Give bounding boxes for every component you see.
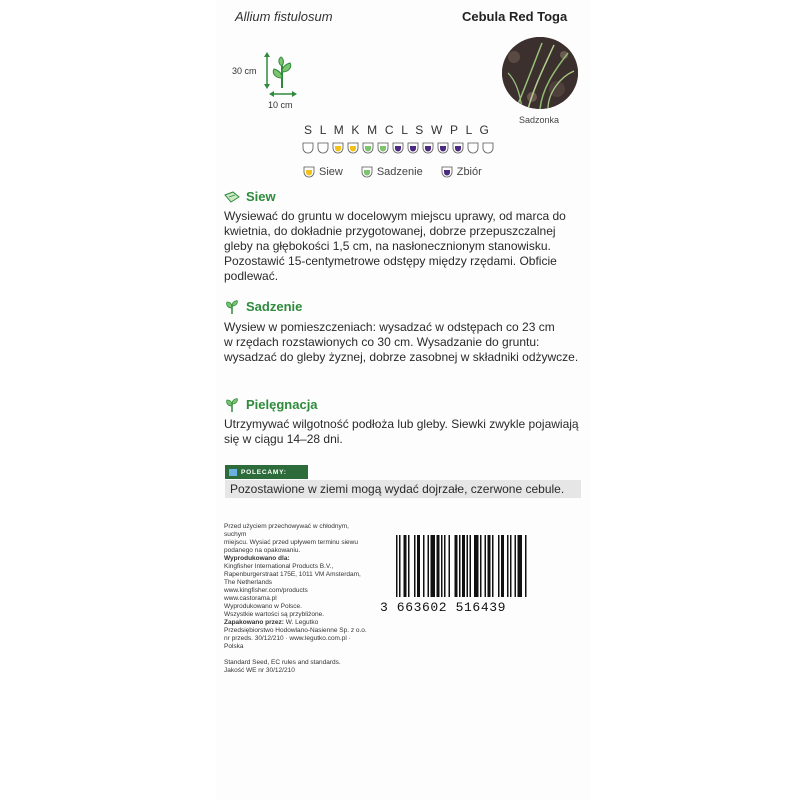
fine-print bbox=[224, 523, 369, 675]
sowing-calendar bbox=[302, 142, 494, 154]
recommend-banner bbox=[225, 465, 308, 479]
calendar-cell-zbior bbox=[407, 142, 419, 154]
calendar-cell-sadzenie bbox=[362, 142, 374, 154]
fine-line: Standard Seed, EC rules and standards. bbox=[224, 659, 341, 666]
fine-line: Przedsiębiorstwo Hodowlano-Nasienne Sp. z o.o. bbox=[224, 627, 367, 634]
fine-line: Kingfisher International Products B.V., bbox=[224, 563, 334, 570]
sprout-icon bbox=[224, 300, 240, 314]
text-line: Wysiew w pomieszczeniach: wysadzać w odstępach co 23 cm bbox=[224, 320, 555, 334]
legend-zbior bbox=[441, 166, 482, 178]
section-pielegnacja-heading: Pielęgnacja bbox=[246, 397, 318, 412]
spacing-label: 10 cm bbox=[268, 100, 293, 110]
seed-packet-icon bbox=[224, 191, 240, 203]
calendar-cell-empty bbox=[302, 142, 314, 154]
sadzenie-marker-icon bbox=[361, 166, 373, 178]
fine-line: Jakość WE nr 30/12/210 bbox=[224, 667, 295, 674]
legend-zbior-label: Zbiór bbox=[456, 166, 482, 178]
barcode-icon bbox=[380, 535, 570, 597]
packed-by: W. Legutko bbox=[283, 619, 319, 626]
month-letters: S L M K M C L S W P L G bbox=[304, 123, 492, 137]
fine-line: www.castorama.pl bbox=[224, 595, 277, 602]
text-line: gleby na głębokości 1,5 cm, na nasłonecznionym stanowisku. bbox=[224, 239, 551, 253]
legend-siew-label: Siew bbox=[319, 166, 343, 178]
section-sadzenie-text bbox=[224, 320, 580, 365]
legend-sadzenie-label: Sadzenie bbox=[376, 166, 423, 178]
pointer-icon bbox=[229, 469, 237, 476]
fine-line: podanego na opakowaniu. bbox=[224, 547, 301, 554]
barcode-digits: 3 663602 516439 bbox=[380, 600, 507, 615]
legend-sadzenie bbox=[361, 166, 423, 178]
text-line: się w ciągu 14–28 dni. bbox=[224, 432, 343, 446]
text-line: wysadzać do gleby żyznej, dobrze zasobnej w składniki odżywcze. bbox=[224, 350, 579, 364]
packed-label: Zapakowano przez: bbox=[224, 619, 284, 626]
fine-line: Przed użyciem przechowywać w chłodnym, suchym bbox=[224, 523, 349, 538]
siew-marker-icon bbox=[303, 166, 315, 178]
produced-label: Wyprodukowano dla: bbox=[224, 555, 290, 562]
calendar-cell-empty bbox=[482, 142, 494, 154]
fine-line: nr przeds. 30/12/210 · www.legutko.com.pl · Polska bbox=[224, 635, 351, 650]
fine-line: The Netherlands bbox=[224, 579, 273, 586]
text-line: Utrzymywać wilgotność podłoża lub gleby. Siewki zwykle pojawiają bbox=[224, 417, 579, 431]
zbior-marker-icon bbox=[441, 166, 453, 178]
section-pielegnacja-text bbox=[224, 417, 580, 447]
plant-size-icon bbox=[262, 52, 300, 98]
section-sadzenie-title bbox=[224, 299, 302, 314]
section-pielegnacja-title bbox=[224, 397, 318, 412]
latin-name: Allium fistulosum bbox=[235, 9, 333, 24]
height-label: 30 cm bbox=[232, 66, 257, 76]
text-line: kwietnia, do dokładnie przygotowanej, dobrze przepuszczalnej bbox=[224, 224, 556, 238]
calendar-cell-zbior bbox=[392, 142, 404, 154]
calendar-cell-empty bbox=[317, 142, 329, 154]
fine-line: miejscu. Wysiać przed upływem terminu siewu bbox=[224, 539, 358, 546]
recommend-label: POLECAMY: bbox=[241, 468, 287, 476]
section-siew-text bbox=[224, 209, 580, 284]
section-siew-title bbox=[224, 189, 276, 204]
calendar-legend bbox=[303, 166, 500, 178]
calendar-cell-zbior bbox=[437, 142, 449, 154]
fine-line: Wyprodukowano w Polsce. bbox=[224, 603, 302, 610]
section-sadzenie-heading: Sadzenie bbox=[246, 299, 303, 314]
text-line: w rzędach rozstawionych co 30 cm. Wysadzanie do gruntu: bbox=[224, 335, 540, 349]
photo-caption: Sadzonka bbox=[519, 115, 560, 125]
recommend-box bbox=[225, 480, 581, 498]
text-line: Wysiewać do gruntu w docelowym miejscu uprawy, od marca do bbox=[224, 209, 566, 223]
fine-line: Rapenburgerstraat 175E, 1011 VM Amsterdam, bbox=[224, 571, 361, 578]
calendar-cell-siew bbox=[332, 142, 344, 154]
product-name: Cebula Red Toga bbox=[462, 9, 568, 24]
fine-line: www.kingfisher.com/products bbox=[224, 587, 308, 594]
legend-siew bbox=[303, 166, 343, 178]
seedling-photo bbox=[502, 37, 578, 109]
text-line: Pozostawić 15-centymetrowe odstępy między rzędami. Obficie bbox=[224, 254, 557, 268]
calendar-cell-zbior bbox=[452, 142, 464, 154]
calendar-cell-siew bbox=[347, 142, 359, 154]
calendar-cell-sadzenie bbox=[377, 142, 389, 154]
seedling-image-icon bbox=[502, 37, 578, 109]
section-siew-heading: Siew bbox=[246, 189, 276, 204]
calendar-cell-empty bbox=[467, 142, 479, 154]
fine-line: Wszystkie wartości są przybliżone. bbox=[224, 611, 325, 618]
text-line: podlewać. bbox=[224, 269, 279, 283]
sprout-icon bbox=[224, 398, 240, 412]
calendar-cell-zbior bbox=[422, 142, 434, 154]
recommend-text: Pozostawione w ziemi mogą wydać dojrzałe, czerwone cebule. bbox=[230, 482, 565, 496]
